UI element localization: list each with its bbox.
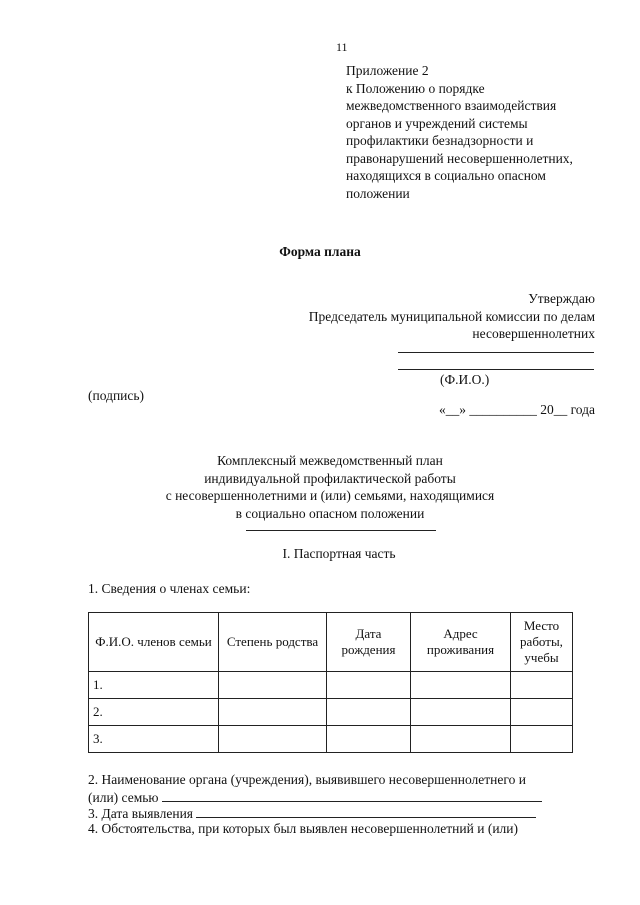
fio-line [398, 369, 594, 370]
paragraph-3-label: 3. Дата выявления [88, 806, 194, 821]
table-cell[interactable] [411, 726, 511, 753]
appendix-line: положении [346, 185, 410, 201]
appendix-line: профилактики безнадзорности и [346, 133, 534, 148]
row-number: 3. [89, 726, 219, 753]
row-number: 2. [89, 699, 219, 726]
paragraph-4: 4. Обстоятельства, при которых был выявлен несовершеннолетний и (или) [88, 821, 519, 836]
table-cell[interactable] [219, 699, 327, 726]
plan-title-line: в социально опасном положении [235, 505, 425, 521]
header-fio: Ф.И.О. членов семьи [89, 613, 219, 672]
reporting-body-field[interactable] [162, 789, 542, 802]
signature-caption: (подпись) [88, 388, 145, 403]
header-relation: Степень родства [219, 613, 327, 672]
table-cell[interactable] [511, 726, 573, 753]
plan-title [0, 452, 640, 522]
appendix-line: находящихся в социально опасном [346, 168, 546, 183]
detection-date-field[interactable] [196, 805, 536, 818]
header-address: Адрес проживания [411, 613, 511, 672]
table-cell[interactable] [411, 672, 511, 699]
appendix-line: межведомственного взаимодействия [346, 98, 557, 113]
paragraph-2-label: (или) семью [88, 790, 159, 805]
appendix-line: Приложение 2 [346, 63, 429, 78]
approval-block [309, 290, 595, 343]
table-row [89, 699, 573, 726]
table-row [89, 672, 573, 699]
approver-position: Председатель муниципальной комиссии по делам [308, 308, 595, 324]
section-title: I. Паспортная часть [282, 546, 396, 561]
signature-line [398, 352, 594, 353]
header-birth-date: Дата рождения [327, 613, 411, 672]
table-cell[interactable] [511, 699, 573, 726]
table-cell[interactable] [219, 726, 327, 753]
family-section-label: 1. Сведения о членах семьи: [88, 581, 251, 596]
plan-title-line: с несовершеннолетними и (или) семьями, находящимися [165, 488, 495, 503]
approver-position-cont: несовершеннолетних [472, 326, 595, 341]
plan-title-line: Комплексный межведомственный план [217, 453, 443, 468]
paragraph-2-line-2 [88, 789, 542, 806]
appendix-block [346, 62, 573, 202]
table-cell[interactable] [327, 726, 411, 753]
appendix-line: к Положению о порядке [346, 80, 485, 96]
header-workplace: Место работы, учебы [511, 613, 573, 672]
appendix-line: правонарушений несовершеннолетних, [346, 150, 573, 166]
table-cell[interactable] [327, 672, 411, 699]
paragraph-2-line-1: 2. Наименование органа (учреждения), выявившего несовершеннолетнего и [88, 772, 526, 787]
table-cell[interactable] [411, 699, 511, 726]
table-cell[interactable] [327, 699, 411, 726]
title-underline [246, 530, 436, 531]
approve-label: Утверждаю [528, 291, 595, 306]
fio-caption: (Ф.И.О.) [440, 372, 490, 387]
plan-title-line: индивидуальной профилактической работы [204, 470, 456, 486]
appendix-line: органов и учреждений системы [346, 115, 528, 131]
form-title: Форма плана [279, 244, 361, 259]
table-cell[interactable] [511, 672, 573, 699]
table-row [89, 726, 573, 753]
table-cell[interactable] [219, 672, 327, 699]
row-number: 1. [89, 672, 219, 699]
page-number: 11 [336, 40, 348, 54]
paragraph-3 [88, 805, 536, 822]
table-header-row [89, 613, 573, 672]
family-members-table [88, 612, 573, 753]
approval-date: «__» __________ 20__ года [438, 402, 595, 417]
